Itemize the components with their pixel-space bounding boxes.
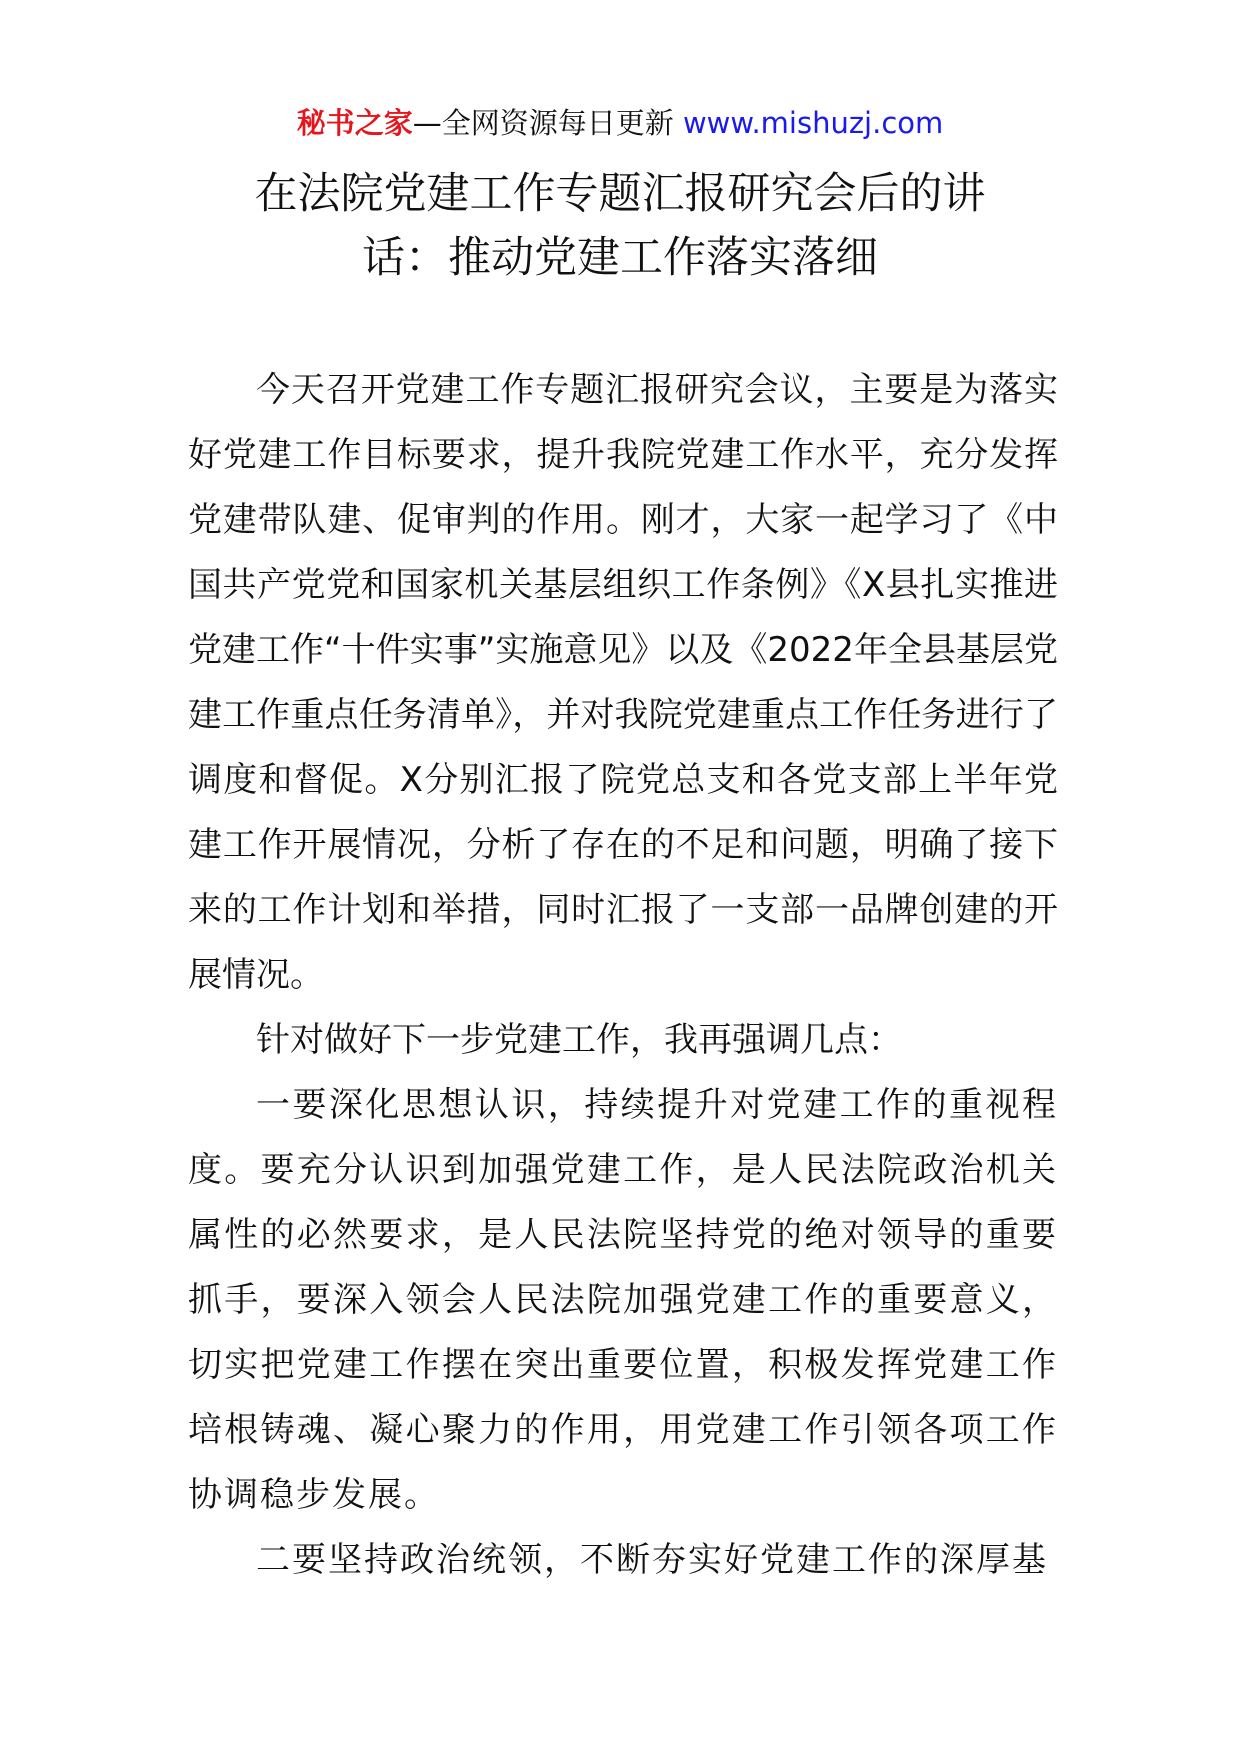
paragraph-point-one: 一要深化思想认识，持续提升对党建工作的重视程度。要充分认识到加强党建工作，是人民法院政治机关属性的必然要求，是人民法院坚持党的绝对领导的重要抓手，要深入领会人民法院加强党建工作的重要意义，切实把党建工作摆在突出重要位置，积极发挥党建工作培根铸魂、凝心聚力的作用，用党建工作引领各项工作协调稳步发展。	[188, 1085, 1058, 1515]
paragraph-intro: 今天召开党建工作专题汇报研究会议，主要是为落实好党建工作目标要求，提升我院党建工作水平，充分发挥党建带队建、促审判的作用。刚才，大家一起学习了《中国共产党党和国家机关基层组织工作条例》《X县扎实推进党建工作“十件实事”实施意见》以及《2022年全县基层党建工作重点任务清单》，并对我院党建重点工作任务进行了调度和督促。X分别汇报了院党总支和各党支部上半年党建工作开展情况，分析了存在的不足和问题，明确了接下来的工作计划和举措，同时汇报了一支部一品牌创建的开展情况。	[188, 370, 1058, 995]
title-line-2: 话：推动党建工作落实落细	[362, 233, 878, 283]
site-url-link[interactable]: www.mishuzj.com	[682, 106, 944, 140]
header-tagline: —全网资源每日更新	[412, 106, 674, 140]
title-line-1: 在法院党建工作专题汇报研究会后的讲	[254, 169, 986, 219]
document-title	[150, 162, 1090, 290]
site-header	[0, 103, 1240, 143]
document-body	[188, 358, 1058, 1593]
paragraph-point-two: 二要坚持政治统领，不断夯实好党建工作的深厚基	[256, 1540, 1048, 1580]
paragraph-transition: 针对做好下一步党建工作，我再强调几点：	[256, 1020, 902, 1060]
brand-name: 秘书之家	[296, 106, 413, 140]
